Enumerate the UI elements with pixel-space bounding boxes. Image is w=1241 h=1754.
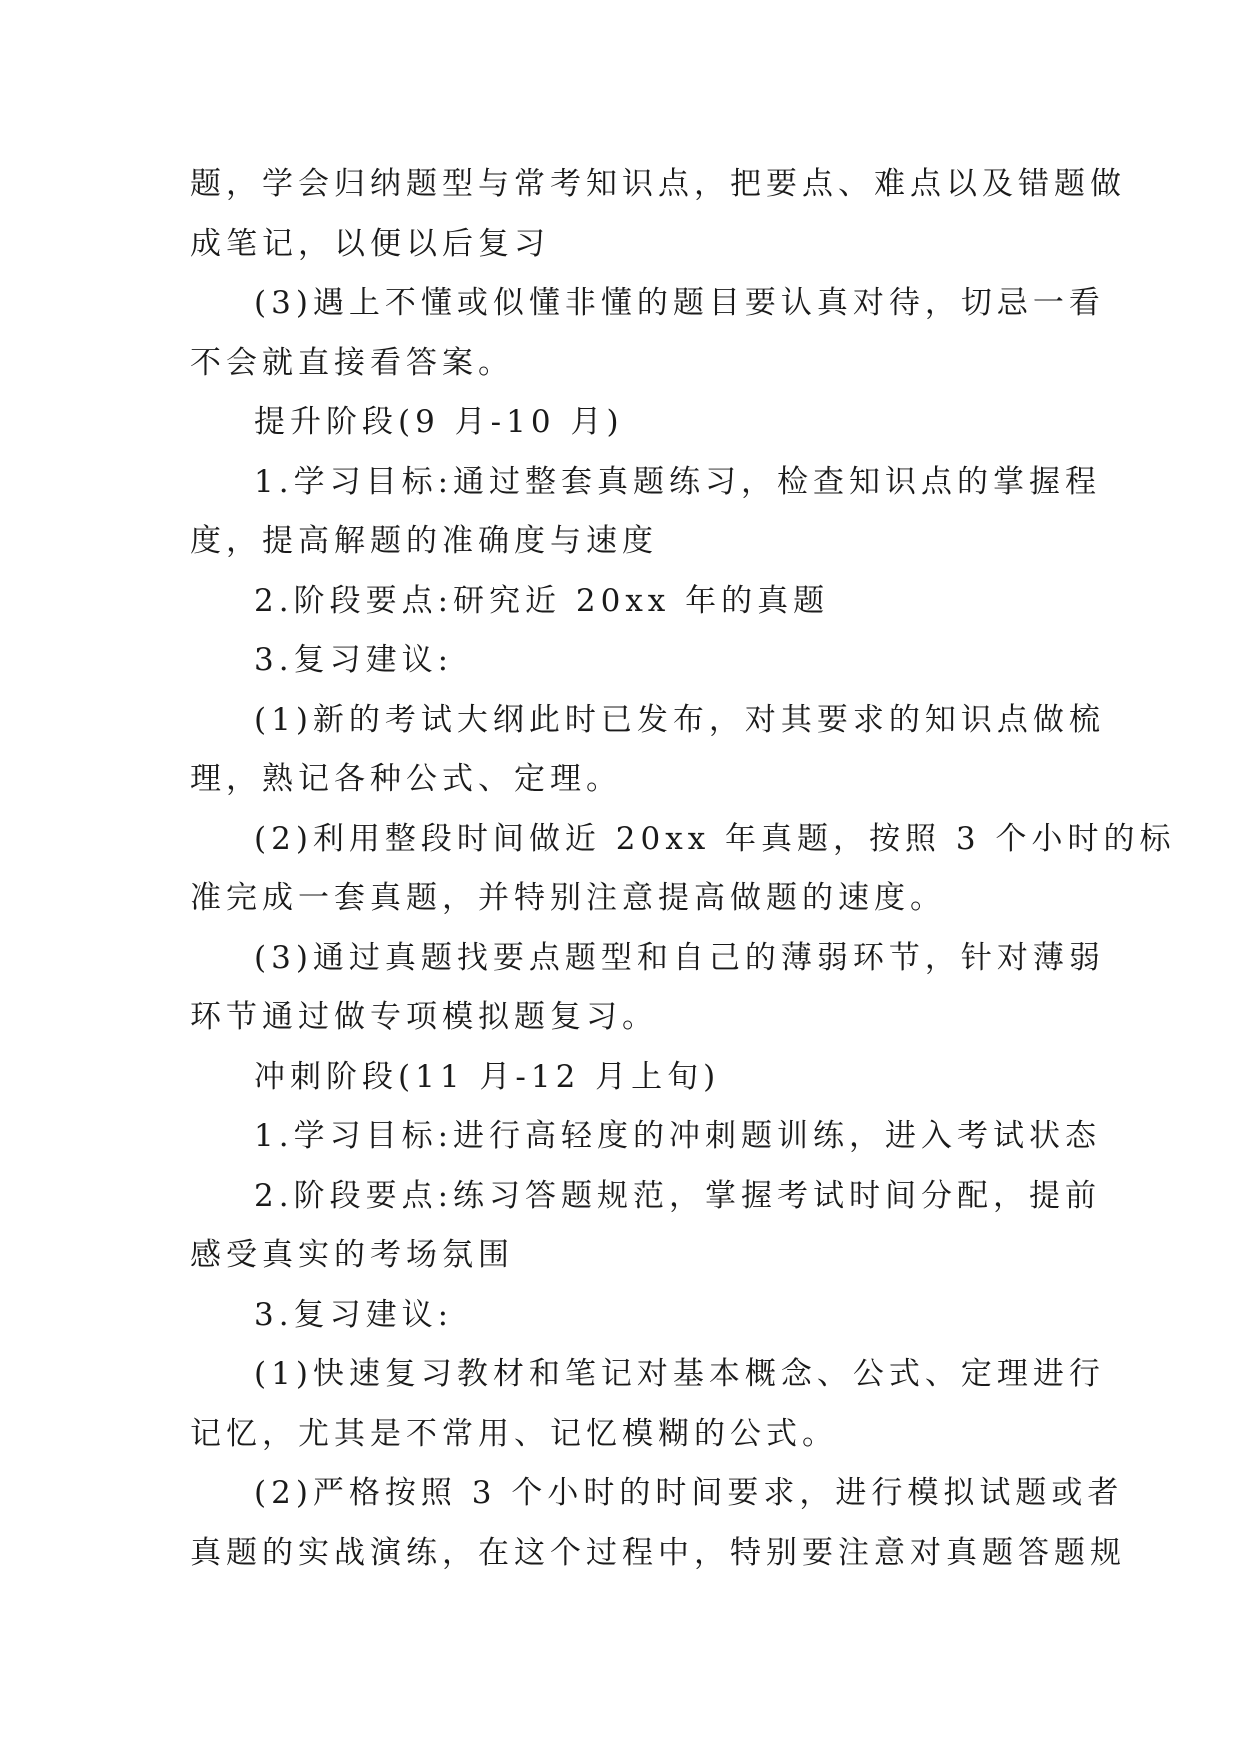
text-line: 真题的实战演练，在这个过程中，特别要注意对真题答题规: [190, 1534, 1126, 1571]
text-line: 2.阶段要点:练习答题规范，掌握考试时间分配，提前: [254, 1177, 1102, 1214]
section-heading: 提升阶段(9 月-10 月): [254, 404, 624, 440]
text-line: 1.学习目标:通过整套真题练习，检查知识点的掌握程: [254, 463, 1102, 500]
text-line: 记忆，尤其是不常用、记忆模糊的公式。: [190, 1415, 838, 1452]
text-line: 1.学习目标:进行高轻度的冲刺题训练，进入考试状态: [254, 1118, 1102, 1154]
text-line: (2)利用整段时间做近 20xx 年真题，按照 3 个小时的标: [254, 820, 1176, 857]
text-line: 3.复习建议:: [254, 1296, 454, 1333]
text-line: 3.复习建议:: [254, 642, 454, 678]
text-line: 理，熟记各种公式、定理。: [190, 761, 622, 797]
text-line: (1)新的考试大纲此时已发布，对其要求的知识点做梳: [254, 701, 1105, 738]
text-line: 题，学会归纳题型与常考知识点，把要点、难点以及错题做: [190, 166, 1126, 202]
text-line: (2)严格按照 3 个小时的时间要求，进行模拟试题或者: [254, 1475, 1124, 1511]
text-line: 2.阶段要点:研究近 20xx 年的真题: [254, 582, 830, 619]
text-line: (3)遇上不懂或似懂非懂的题目要认真对待，切忌一看: [254, 285, 1105, 321]
text-line: (1)快速复习教材和笔记对基本概念、公式、定理进行: [254, 1356, 1105, 1392]
text-line: (3)通过真题找要点题型和自己的薄弱环节，针对薄弱: [254, 939, 1105, 976]
document-body: [190, 155, 1176, 1583]
text-line: 环节通过做专项模拟题复习。: [190, 999, 658, 1035]
text-line: 准完成一套真题，并特别注意提高做题的速度。: [190, 880, 946, 916]
text-line: 度，提高解题的准确度与速度: [190, 523, 658, 559]
text-line: 感受真实的考场氛围: [190, 1237, 514, 1273]
text-line: 成笔记，以便以后复习: [190, 225, 550, 262]
section-heading: 冲刺阶段(11 月-12 月上旬): [254, 1058, 721, 1095]
text-line: 不会就直接看答案。: [190, 344, 514, 381]
